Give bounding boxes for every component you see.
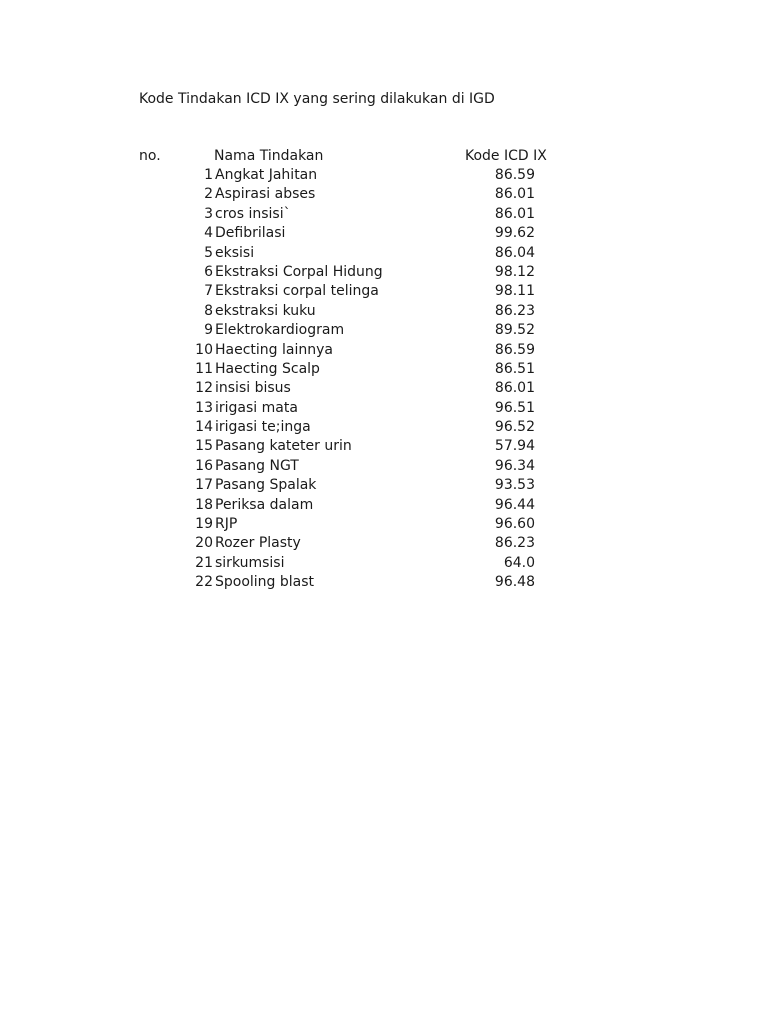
- procedure-name: RJP: [215, 516, 238, 533]
- icd-code: 96.60: [494, 516, 535, 533]
- row-number: 12: [195, 380, 213, 397]
- table-row: [0, 166, 768, 185]
- icd-code: 96.51: [494, 399, 535, 416]
- icd-code: 98.11: [494, 283, 535, 300]
- row-number: 21: [195, 554, 213, 571]
- row-number: 1: [204, 167, 213, 183]
- procedure-name: Haecting Scalp: [215, 360, 320, 377]
- icd-code: 93.53: [494, 477, 535, 494]
- header-code: Kode ICD IX: [465, 148, 547, 164]
- table-row: [0, 302, 768, 321]
- row-number: 15: [195, 438, 213, 455]
- procedure-name: Ekstraksi corpal telinga: [215, 283, 379, 300]
- procedure-name: irigasi te;inga: [215, 419, 311, 436]
- row-number: 3: [204, 205, 213, 222]
- icd-code: 86.01: [494, 186, 535, 203]
- row-number: 7: [204, 283, 213, 300]
- row-number: 17: [195, 477, 213, 494]
- row-number: 6: [204, 263, 213, 280]
- row-number: 11: [195, 360, 213, 377]
- table-row: [0, 476, 768, 495]
- icd-code: 86.01: [494, 205, 535, 222]
- icd-table: [0, 146, 768, 593]
- table-row: [0, 379, 768, 398]
- icd-code: 96.44: [494, 496, 535, 513]
- icd-code: 86.23: [494, 302, 535, 319]
- table-row: [0, 534, 768, 553]
- row-number: 13: [195, 399, 213, 416]
- row-number: 16: [195, 457, 213, 474]
- procedure-name: Periksa dalam: [215, 496, 314, 513]
- table-row: [0, 244, 768, 263]
- table-row: [0, 437, 768, 456]
- icd-code: 98.12: [494, 263, 535, 280]
- table-row: [0, 418, 768, 437]
- row-number: 5: [204, 244, 213, 261]
- table-row: [0, 457, 768, 476]
- table-body: [0, 166, 768, 593]
- procedure-name: irigasi mata: [215, 399, 298, 416]
- icd-code: 89.52: [494, 322, 535, 339]
- procedure-name: Rozer Plasty: [215, 535, 301, 552]
- procedure-name: Spooling blast: [215, 574, 315, 591]
- row-number: 22: [195, 574, 213, 591]
- procedure-name: Elektrokardiogram: [215, 322, 345, 339]
- table-row: [0, 573, 768, 592]
- icd-code: 96.52: [494, 419, 535, 436]
- icd-code: 86.59: [494, 341, 535, 358]
- icd-code: 86.01: [494, 380, 535, 397]
- table-row: [0, 321, 768, 340]
- row-number: 18: [195, 496, 213, 513]
- table-row: [0, 185, 768, 204]
- row-number: 20: [195, 535, 213, 552]
- procedure-name: sirkumsisi: [215, 554, 285, 571]
- row-number: 14: [195, 419, 213, 436]
- table-row: [0, 263, 768, 282]
- row-number: 4: [204, 225, 213, 242]
- procedure-name: insisi bisus: [215, 380, 291, 397]
- procedure-name: Pasang NGT: [215, 457, 299, 474]
- table-row: [0, 554, 768, 573]
- table-row: [0, 515, 768, 534]
- icd-code: 86.59: [494, 167, 535, 183]
- header-name: Nama Tindakan: [214, 148, 324, 164]
- table-header-row: [0, 146, 768, 166]
- procedure-name: cros insisi`: [215, 205, 291, 222]
- procedure-name: eksisi: [215, 244, 255, 261]
- procedure-name: Ekstraksi Corpal Hidung: [215, 263, 383, 280]
- table-row: [0, 496, 768, 515]
- icd-code: 99.62: [494, 225, 535, 242]
- row-number: 19: [195, 516, 213, 533]
- procedure-name: Aspirasi abses: [215, 186, 316, 203]
- procedure-name: Pasang Spalak: [215, 477, 317, 494]
- icd-code: 86.51: [494, 360, 535, 377]
- table-row: [0, 341, 768, 360]
- icd-code: 57.94: [494, 438, 535, 455]
- procedure-name: Haecting lainnya: [215, 341, 333, 358]
- row-number: 8: [204, 302, 213, 319]
- procedure-name: Defibrilasi: [215, 225, 286, 242]
- row-number: 10: [195, 341, 213, 358]
- header-no: no.: [139, 148, 161, 164]
- icd-code: 86.04: [494, 244, 535, 261]
- table-row: [0, 205, 768, 224]
- table-row: [0, 360, 768, 379]
- icd-code: 96.34: [494, 457, 535, 474]
- procedure-name: ekstraksi kuku: [215, 302, 316, 319]
- icd-code: 86.23: [494, 535, 535, 552]
- document-title: Kode Tindakan ICD IX yang sering dilakukan di IGD: [139, 91, 495, 107]
- row-number: 9: [204, 322, 213, 339]
- procedure-name: Angkat Jahitan: [215, 167, 318, 183]
- procedure-name: Pasang kateter urin: [215, 438, 352, 455]
- table-row: [0, 224, 768, 243]
- icd-code: 64.0: [503, 554, 535, 571]
- icd-code: 96.48: [494, 574, 535, 591]
- table-row: [0, 282, 768, 301]
- table-row: [0, 399, 768, 418]
- row-number: 2: [204, 186, 213, 203]
